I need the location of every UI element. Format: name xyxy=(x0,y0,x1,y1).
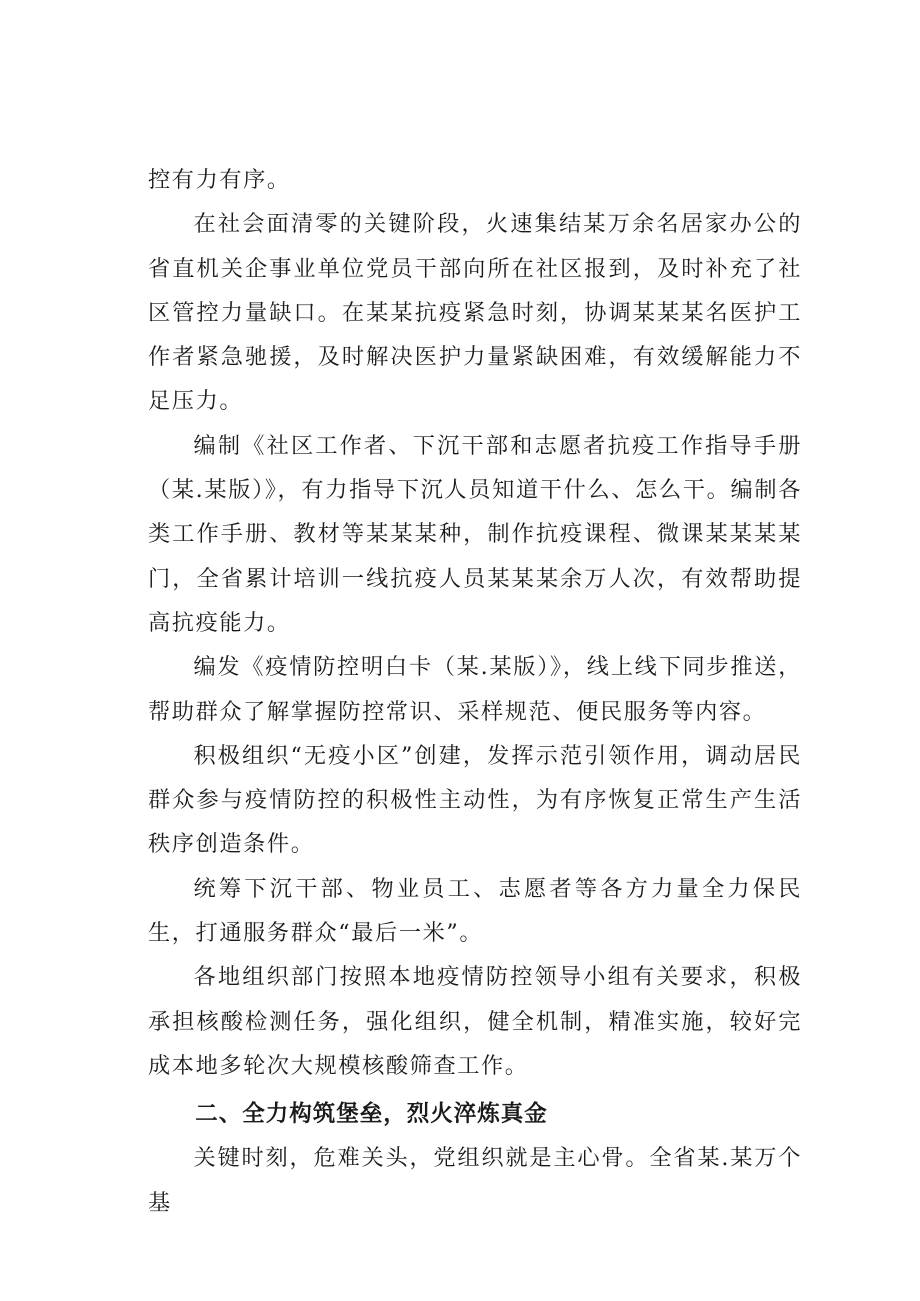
paragraph-continuation: 控有力有序。 xyxy=(148,167,291,193)
paragraph-nucleic-testing: 各地组织部门按照本地疫情防控领导小组有关要求，积极承担核酸检测任务，强化组织，健全机制，精准实施，较好完成本地多轮次大规模核酸筛查工作。 xyxy=(148,964,802,1079)
paragraph-info-card: 编发《疫情防控明白卡（某.某版）》，线上线下同步推送，帮助群众了解掌握防控常识、采样规范、便民服务等内容。 xyxy=(148,654,802,725)
paragraph-epidemic-free-community: 积极组织“无疫小区”创建，发挥示范引领作用，调动居民群众参与疫情防控的积极性主动性，为有序恢复正常生产生活秩序创造条件。 xyxy=(148,742,802,858)
paragraph-party-organization: 关键时刻，危难关头，党组织就是主心骨。全省某.某万个基 xyxy=(148,1145,802,1216)
paragraph-handbook: 编制《社区工作者、下沉干部和志愿者抗疫工作指导手册（某.某版）》，有力指导下沉人员知道干什么、怎么干。编制各类工作手册、教材等某某某种，制作抗疫课程、微课某某某某门，全省累计培训一线抗疫人员某某某余万人次，有效帮助提高抗疫能力。 xyxy=(148,432,802,636)
paragraph-livelihood: 统筹下沉干部、物业员工、志愿者等各方力量全力保民生，打通服务群众“最后一米”。 xyxy=(148,875,802,947)
section-heading: 二、全力构筑堡垒，烈火淬炼真金 xyxy=(195,1101,548,1128)
paragraph-community-staffing: 在社会面清零的关键阶段，火速集结某万余名居家办公的省直机关企事业单位党员干部向所在社区报到，及时补充了社区管控力量缺口。在某某抗疫紧急时刻，协调某某某名医护工作者紧急驰援，及时解决医护力量紧缺困难，有效缓解能力不足压力。 xyxy=(148,211,802,415)
document-page xyxy=(148,158,802,1225)
